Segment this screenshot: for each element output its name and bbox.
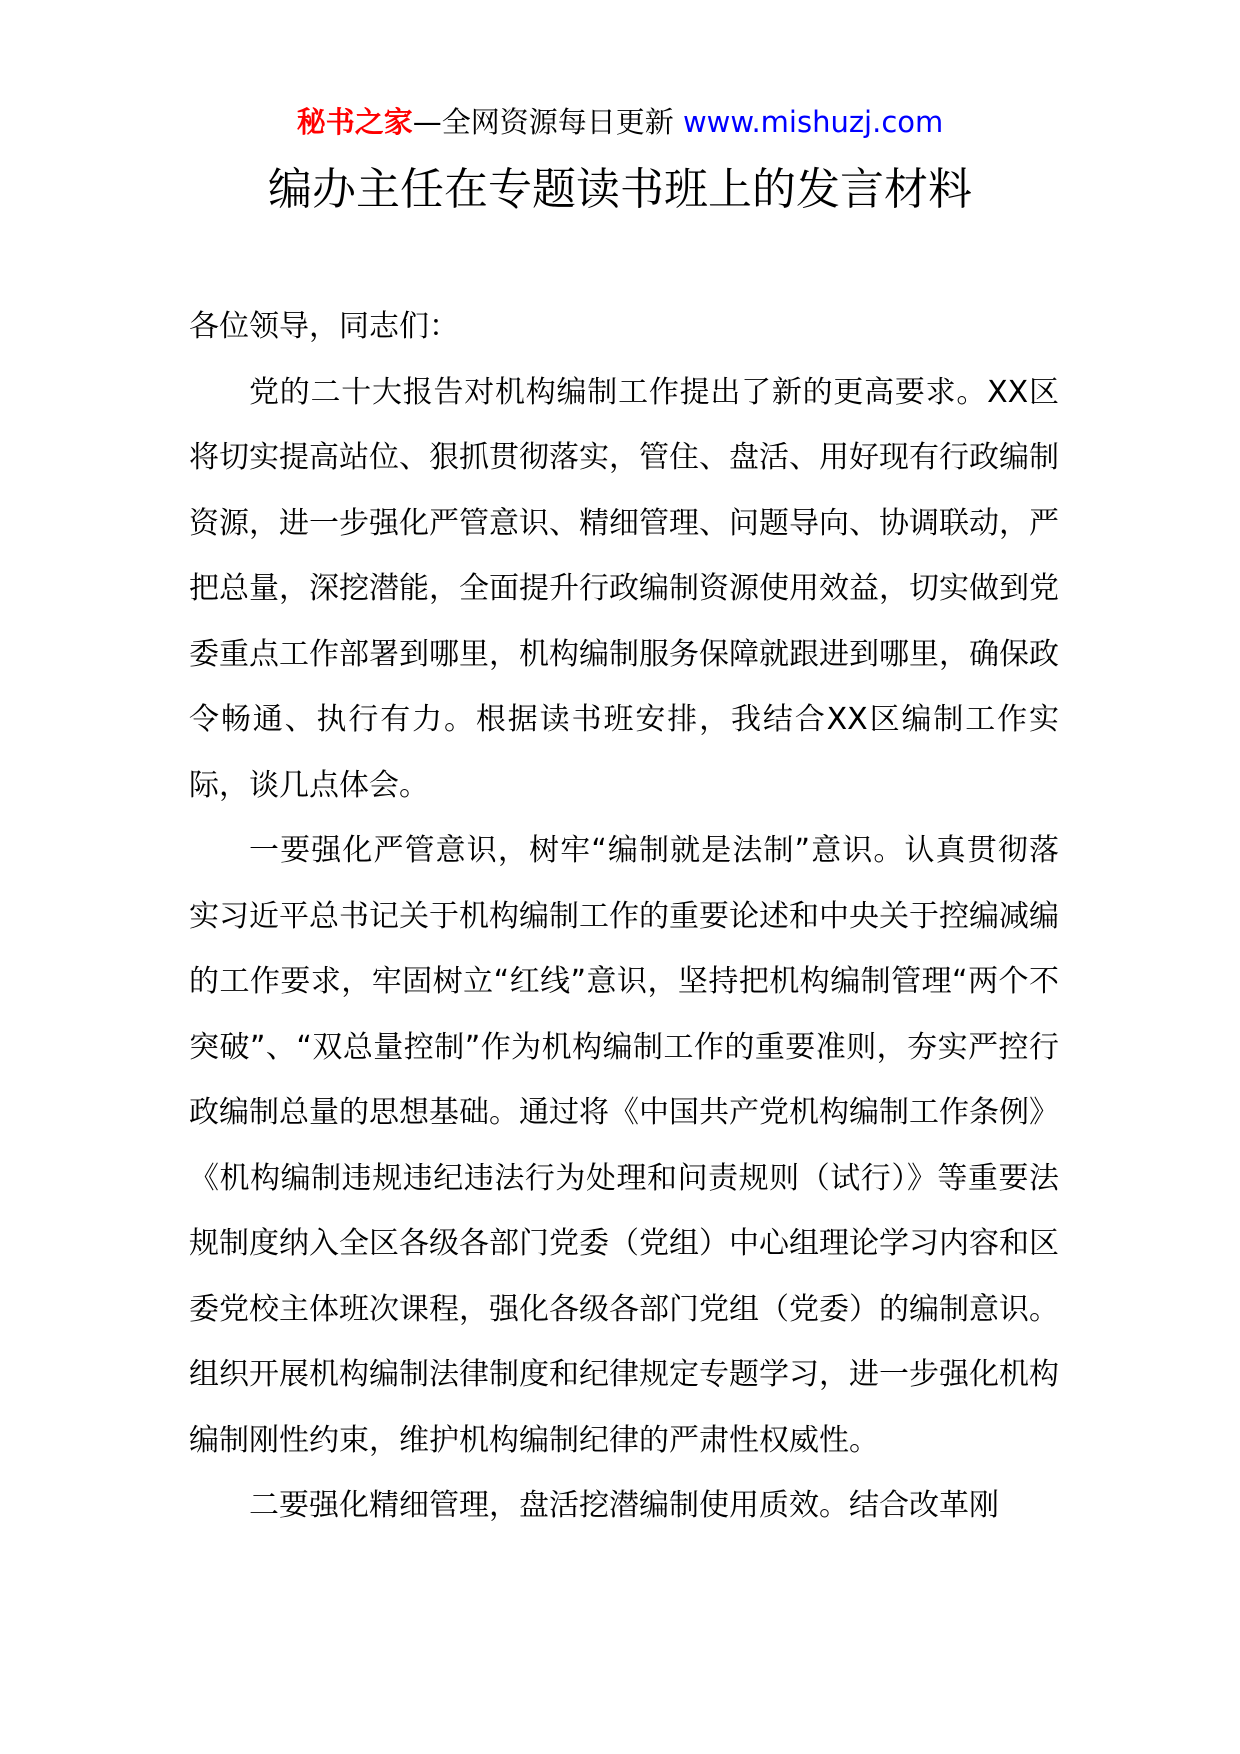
paragraph-point-two: 二要强化精细管理，盘活挖潜编制使用质效。结合改革刚 xyxy=(249,1488,999,1523)
paragraph-point-one: 一要强化严管意识，树牢“编制就是法制”意识。认真贯彻落实习近平总书记关于机构编制工作的重要论述和中央关于控编减编的工作要求，牢固树立“红线”意识，坚持把机构编制管理“两个不突破”、“双总量控制”作为机构编制工作的重要准则，夯实严控行政编制总量的思想基础。通过将《中国共产党机构编制工作条例》《机构编制违规违纪违法行为处理和问责规则（试行）》等重要法规制度纳入全区各级各部门党委（党组）中心组理论学习内容和区委党校主体班次课程，强化各级各部门党组（党委）的编制意识。组织开展机构编制法律制度和纪律规定专题学习，进一步强化机构编制刚性约束，维护机构编制纪律的严肃性权威性。 xyxy=(189,833,1059,1458)
document-body xyxy=(189,294,1059,1539)
brand-name: 秘书之家 xyxy=(296,105,413,139)
greeting: 各位领导，同志们： xyxy=(189,309,459,344)
paragraph-intro: 党的二十大报告对机构编制工作提出了新的更高要求。XX区将切实提高站位、狠抓贯彻落实，管住、盘活、用好现有行政编制资源，进一步强化严管意识、精细管理、问题导向、协调联动，严把总量，深挖潜能，全面提升行政编制资源使用效益，切实做到党委重点工作部署到哪里，机构编制服务保障就跟进到哪里，确保政令畅通、执行有力。根据读书班安排，我结合XX区编制工作实际，谈几点体会。 xyxy=(189,374,1059,803)
site-url-link[interactable]: www.mishuzj.com xyxy=(682,105,944,139)
header-slogan: —全网资源每日更新 xyxy=(412,105,683,139)
site-header xyxy=(0,102,1240,142)
document-title: 编办主任在专题读书班上的发言材料 xyxy=(268,164,972,215)
